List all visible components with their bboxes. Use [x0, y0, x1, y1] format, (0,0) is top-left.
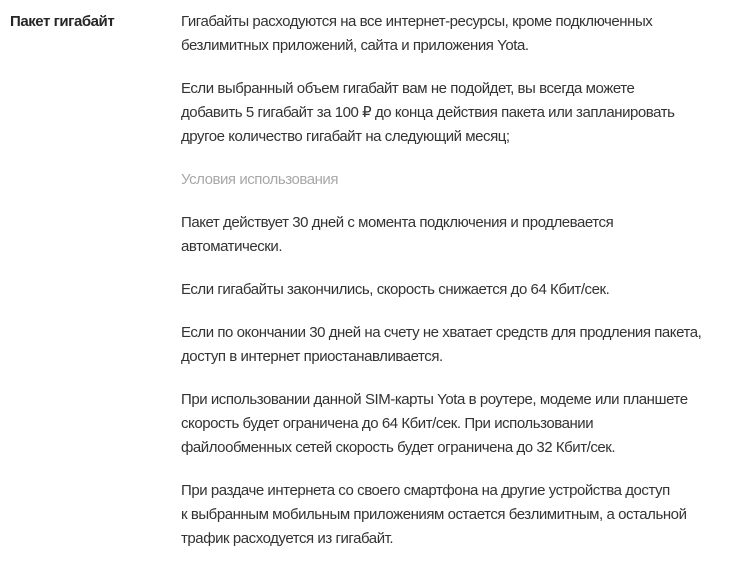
text-line: При раздаче интернета со своего смартфона на другие устройства доступ — [181, 482, 670, 499]
text-line: Если гигабайты закончились, скорость снижается до 64 Кбит/сек. — [181, 281, 610, 298]
section-label-column — [10, 10, 181, 34]
text-line: Если выбранный объем гигабайт вам не подойдет, вы всегда можете — [181, 80, 635, 97]
text-line: Если по окончании 30 дней на счету не хватает средств для продления пакета, — [181, 324, 702, 341]
paragraph — [181, 211, 734, 259]
text-line: добавить 5 гигабайт за 100 ₽ до конца действия пакета или запланировать — [181, 104, 675, 121]
text-line: доступ в интернет приостанавливается. — [181, 348, 443, 365]
text-line: Гигабайты расходуются на все интернет-ресурсы, кроме подключенных — [181, 13, 653, 30]
section-content-column — [181, 10, 734, 570]
paragraph — [181, 77, 734, 149]
text-line: Условия использования — [181, 171, 339, 188]
paragraph — [181, 321, 734, 369]
paragraph — [181, 479, 734, 551]
text-line: При использовании данной SIM-карты Yota в роутере, модеме или планшете — [181, 391, 688, 408]
paragraph — [181, 10, 734, 58]
text-line: трафик расходуется из гигабайт. — [181, 530, 394, 547]
text-line: скорость будет ограничена до 64 Кбит/сек. При использовании — [181, 415, 594, 432]
section-subheading — [181, 168, 734, 192]
paragraph — [181, 278, 734, 302]
section-title: Пакет гигабайт — [10, 13, 115, 30]
text-line: Пакет действует 30 дней с момента подключения и продлевается — [181, 214, 614, 231]
text-line: файлообменных сетей скорость будет ограничена до 32 Кбит/сек. — [181, 439, 616, 456]
paragraph — [181, 388, 734, 460]
text-line: другое количество гигабайт на следующий месяц; — [181, 128, 510, 145]
text-line: безлимитных приложений, сайта и приложения Yota. — [181, 37, 529, 54]
text-line: к выбранным мобильным приложениям остается безлимитным, а остальной — [181, 506, 687, 523]
text-line: автоматически. — [181, 238, 283, 255]
